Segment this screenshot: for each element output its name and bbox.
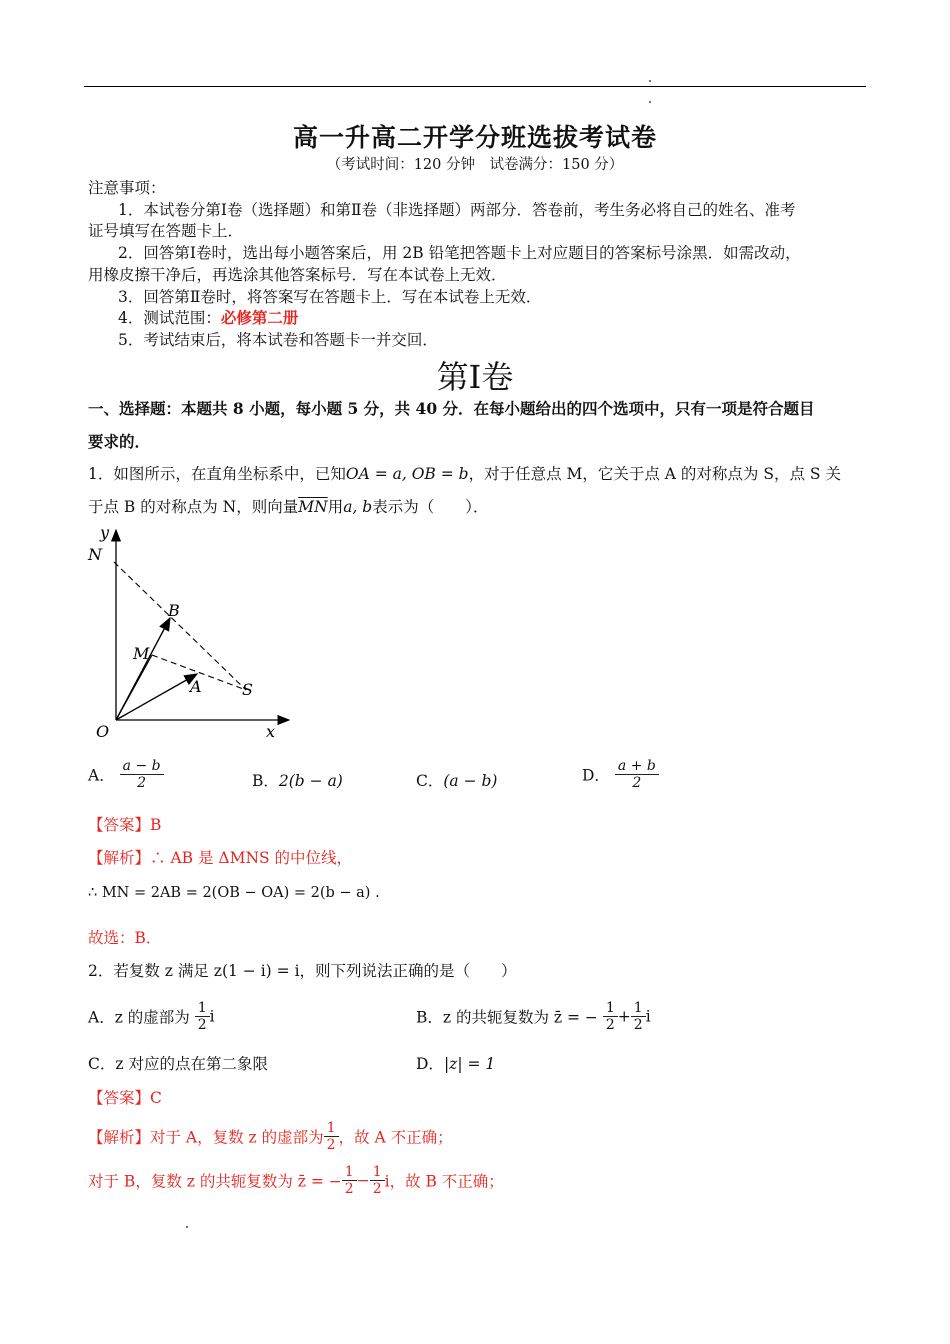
q1-analysis: 【解析】∴ AB 是 ΔMNS 的中位线， [88,849,353,867]
notice-item-5: 5．考试结束后，将本试卷和答题卡一并交回． [118,331,438,349]
notice-item-2-cont: 用橡皮擦干净后，再选涂其他答案标号．写在本试卷上无效． [88,266,507,284]
label-n: N [88,545,102,564]
notice-item-3: 3．回答第Ⅱ卷时，将答案写在答题卡上．写在本试卷上无效． [118,288,542,306]
label-m: M [133,644,150,663]
q2-stem: 2．若复数 z 满足 z(1 − i) = i，则下列说法正确的是（ ） [88,962,517,980]
q1-derivation: ∴ MN = 2AB = 2(OB − OA) = 2(b − a) . [88,885,380,901]
q1-answer: 【答案】B [88,816,162,834]
notice-item-4: 4．测试范围：必修第二册 [118,308,299,327]
q2-option-a[interactable]: A．z 的虚部为 $\frac{1}{2}$ i [88,1000,215,1034]
q2-answer: 【答案】C [88,1089,162,1107]
notice-heading: 注意事项： [88,179,166,197]
q2-analysis-a: 【解析】对于 A，复数 z 的虚部为 $\frac{1}{2}$ ，故 A 不正确； [88,1120,453,1154]
q2-option-b[interactable]: B．z 的共轭复数为 z̄ = − $\frac{1}{2}$ + $\frac{1}{2}$ i [416,1000,651,1034]
label-o: O [96,722,110,741]
q2-option-d[interactable]: D．|z| = 1 [416,1055,496,1073]
q1-option-d[interactable]: D． $\frac{a + b}{2}$ [582,758,659,791]
top-rule [84,86,866,87]
section-heading-cont: 要求的． [88,432,151,451]
notice-item-2: 2．回答第Ⅰ卷时，选出每小题答案后，用 2B 铅笔把答题卡上对应题目的答案标号涂黑．如需改动， [118,244,801,262]
q2-analysis-b: 对于 B，复数 z 的共轭复数为 z̄ = − $\frac{1}{2}$ − $\frac{1}{2}$ i，故 B 不正确； [88,1164,504,1198]
label-a: A [190,677,202,696]
q1-option-b[interactable]: B．2(b − a) [252,772,343,790]
footer-dot [186,1226,188,1228]
label-x: x [266,722,276,741]
q1-conclusion: 故选：B． [88,929,162,947]
segment-ns [114,562,246,690]
q1-line-1: 1．如图所示，在直角坐标系中，已知OA = a, OB = b，对于任意点 M，它关于点 A 的对称点为 S，点 S 关 [88,465,841,483]
header-dot [649,80,651,82]
q1-option-c[interactable]: C．(a − b) [416,772,498,790]
q2-option-c[interactable]: C．z 对应的点在第二象限 [88,1055,268,1073]
label-b: B [168,601,180,620]
notice-item-1: 1．本试卷分第Ⅰ卷（选择题）和第Ⅱ卷（非选择题）两部分．答卷前，考生务必将自己的姓名、准考 [118,201,796,219]
q1-figure [84,524,299,744]
label-y: y [100,524,110,542]
exam-title: 高一升高二开学分班选拔考试卷 [292,123,657,152]
header-dot [649,101,651,103]
exam-subtitle: （考试时间：120 分钟 试卷满分：150 分） [326,157,624,173]
q1-vector-def: OA = a, OB = b [345,465,469,483]
q1-line-2: 于点 B 的对称点为 N，则向量$\overline{MN}$用a, b表示为（ ）． [88,498,489,516]
test-scope: 必修第二册 [220,308,299,327]
notice-item-1-cont: 证号填写在答题卡上． [88,222,244,240]
q1-option-a[interactable]: A． $\frac{a - b}{2}$ [88,758,164,791]
volume-title: 第Ⅰ卷 [436,358,514,396]
label-s: S [242,680,253,699]
section-heading: 一、选择题：本题共 8 小题，每小题 5 分，共 40 分．在每小题给出的四个选项中，只有一项是符合题目 [88,399,815,418]
